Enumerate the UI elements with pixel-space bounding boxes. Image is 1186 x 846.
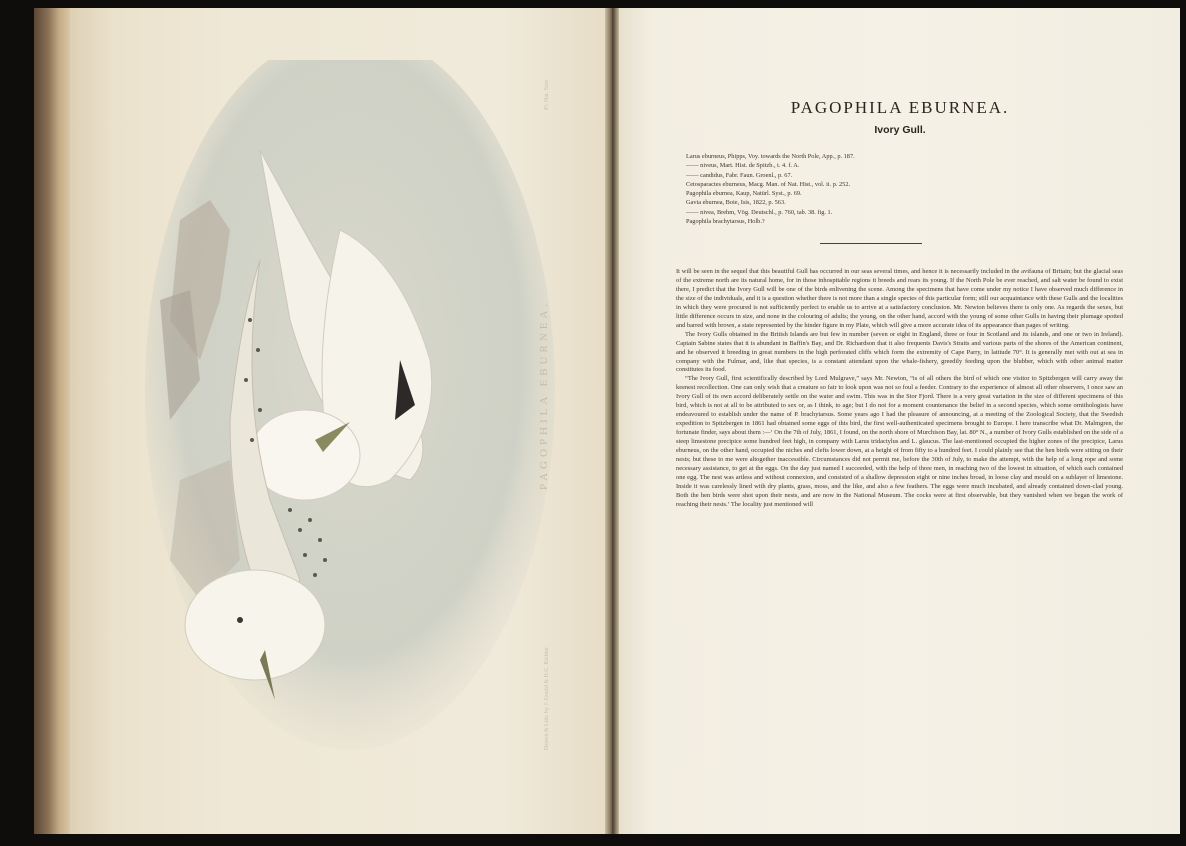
- synonym-line: —— niveus, Mart. Hist. de Spitzb., t. 4. f. A.: [686, 162, 800, 170]
- synonym-line: Pagophila brachytarsus, Holb.?: [686, 218, 765, 226]
- body-paragraph: It will be seen in the sequel that this beautiful Gull has occurred in our seas several times, and hence it is necessarily included in the avifauna of Britain; but the glacial seas of the extreme north are its natural home, for in those inhospitable regions it breeds and rears its young. If the North Pole be ever reached, and salt water be found to exist there, I predict that the Ivory Gull will be one of the birds enlivening the scene. Among the specimens that have come under my notice I have observed much difference in the size of the individuals, and it is a question whether there is not more than a single species of this particular form; still our acquaintance with these Gulls and the localities in which they were procured is not sufficiently perfect to enable us to arrive at a satisfactory conclusion. Mr. Newton believes there is only one. As regards the sexes, but little difference occurs in size, and none in the colouring of adults; the young, on the other hand, accord with the young of some other Gulls in having their plumage spotted and barred with brown, a state represented by the hinder figure in my Plate, which will give a more accurate idea of its appearance than pages of writing.: [676, 268, 1123, 329]
- book-gutter: [605, 8, 619, 834]
- book-binding-edge: [34, 8, 70, 834]
- plate-artist-credit: Drawn & Lith. by J. Gould & H.C. Richter: [544, 647, 550, 750]
- synonym-line: Pagophila eburnea, Kaup, Natürl. Syst., p. 69.: [686, 190, 802, 198]
- juvenile-gull-head: [185, 570, 325, 680]
- section-divider: [820, 243, 922, 244]
- plate-caption: PAGOPHILA EBURNEA.: [538, 299, 550, 491]
- page-title: PAGOPHILA EBURNEA.: [790, 98, 1010, 117]
- synonym-line: —— candidus, Fabr. Faun. Groenl., p. 67.: [686, 171, 793, 179]
- synonym-line: Cetosparactes eburneus, Macg. Man. of Nat. Hist., vol. ii. p. 252.: [686, 180, 851, 188]
- plate-size-note: Pl. Nat. Size: [544, 80, 550, 110]
- body-paragraph: The Ivory Gulls obtained in the British Islands are but few in number (seven or eight in England, three or four in Scotland and its islands, and one or two in Ireland). Captain Sabine states that it is abundant in Baffin's Bay, and Dr. Richardson that it also frequents Davis's Straits and various parts of the shores of the American continent, and he observed it breeding in great numbers in the high perforated cliffs which form the extremity of Cape Parry, in latitude 70°. It is generally met with out at sea in company with the Fulmar, and, like that species, is a constant attendant upon the whale-fishery, greedily feeding upon the blubber, which with other animal matter constitutes its food.: [676, 330, 1123, 374]
- plate-illustration-ivory-gulls: [140, 60, 560, 760]
- synonym-line: Larus eburneus, Phipps, Voy. towards the North Pole, App., p. 187.: [686, 153, 855, 160]
- synonym-list: [686, 152, 1106, 226]
- synonym-line: —— nivea, Brehm, Vög. Deutschl., p. 760, tab. 38. fig. 1.: [686, 208, 833, 216]
- gull-illustration-image: [140, 60, 560, 760]
- article-body: [676, 268, 1123, 510]
- gull-eye: [237, 617, 243, 623]
- body-paragraph: “The Ivory Gull, first scientifically described by Lord Mulgrave,” says Mr. Newton, “is of all others the bird of which one visitor to Spitzbergen will carry away the keenest recollection. One can only wish that a creature so fair to look upon was not so foul a feeder. Contrary to the experience of almost all other observers, I once saw an Ivory Gull of its own accord deliberately settle on the water and swim. This was in the Stor Fjord. There is a very great variation in the size of different specimens of this bird, which is not at all to be attributed to sex or, as I think, to age; but I do not for a moment countenance the belief in a second species, which some ornithologists have endeavoured to establish under the name of P. brachytarsus. Some years ago I had the pleasure of announcing, at a meeting of the Zoological Society, that the Swedish expedition to Spitzbergen in 1861 had obtained some eggs of this bird, the first well-authenticated specimens brought to Europe. I here transcribe what Dr. Malmgren, the fortunate finder, says about them :—‘ On the 7th of July, 1861, I found, on the north shore of Murchison Bay, lat. 80° N., a number of Ivory Gulls established on the side of a steep limestone precipice some hundred feet high, in company with Larus tridactylus and L. glaucus. The last-mentioned occupied the higher zones of the precipice, Larus eburneus, on the other hand, occupied the niches and clefts lower down, at a height of from fifty to a hundred feet. I could plainly see that the hen birds were sitting on their nests; but these to me were altogether inaccessible. Circumstances did not permit me, before the 30th of July, to make the attempt, with the help of a long rope and some necessary assistance, to get at the eggs. On the day just named I succeeded, with the help of three men, in reaching two of the lowest in situation, of which each contained one egg. The nest was artless and without connexion, and consisted of a shallow depression eight or nine inches broad, in loose clay and mould on a sublayer of limestone. Inside it was carelessly lined with dry plants, grass, moss, and the like, and also a few feathers. The eggs were much incubated, and already contained down-clad young. Both the hen birds were shot upon their nests, and are now in the National Museum. The cocks were at first observable, but they vanished when we began the work of reaching their nests.’ The locality just mentioned will: [676, 375, 1123, 508]
- synonym-line: Gavia eburnea, Boie, Isis, 1822, p. 563.: [686, 199, 786, 207]
- page-subtitle: Ivory Gull.: [874, 124, 926, 136]
